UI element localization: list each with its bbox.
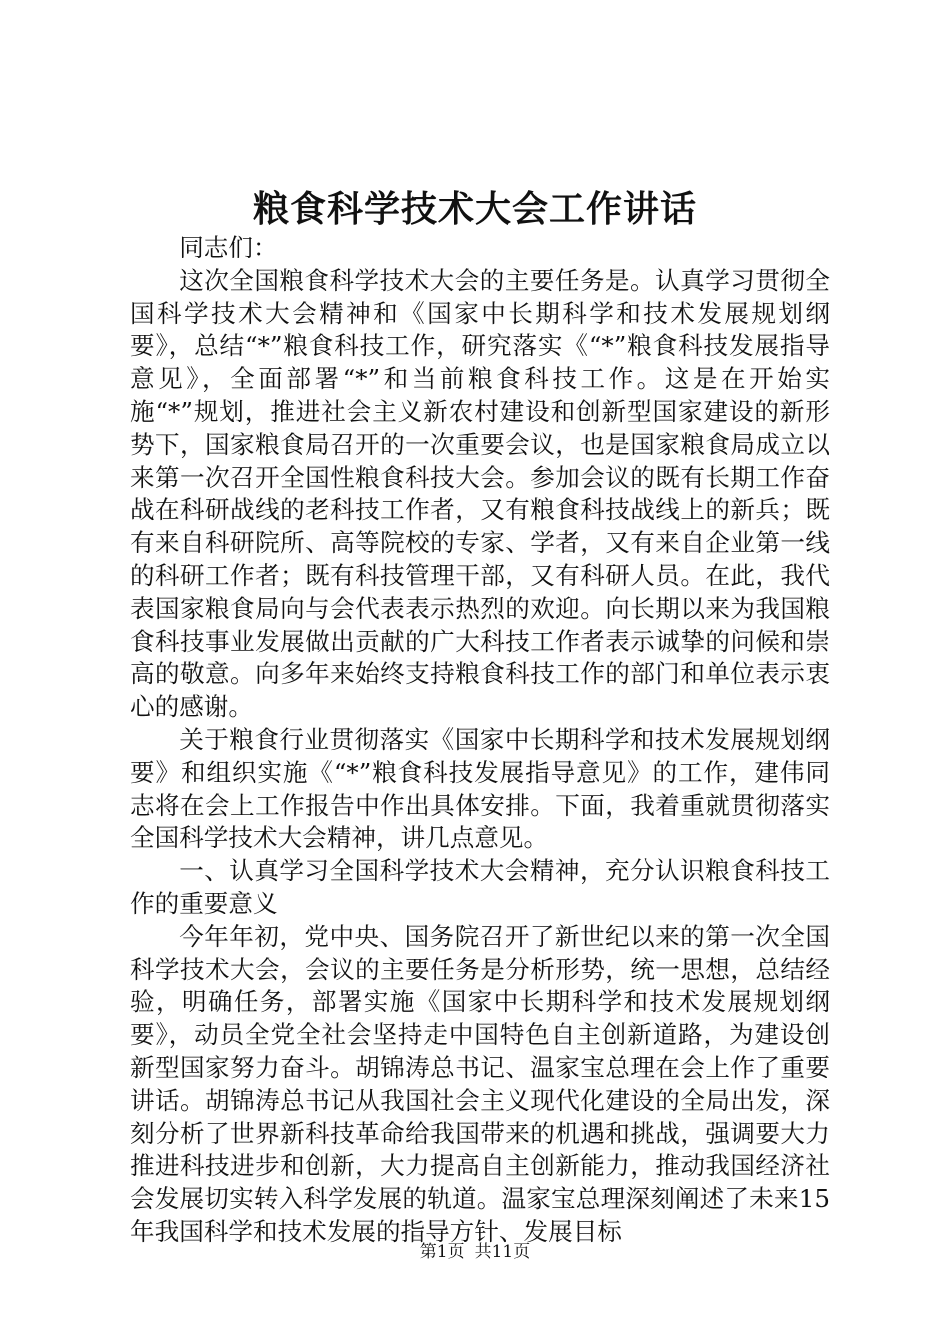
page-footer (0, 1240, 950, 1264)
document-body (130, 232, 830, 1249)
paragraph: 这次全国粮食科学技术大会的主要任务是。认真学习贯彻全国科学技术大会精神和《国家中长期科学和技术发展规划纲要》，总结“*”粮食科技工作，研究落实《“*”粮食科技发展指导意见》，全面部署“*”和当前粮食科技工作。这是在开始实施“*”规划，推进社会主义新农村建设和创新型国家建设的新形势下，国家粮食局召开的一次重要会议，也是国家粮食局成立以来第一次召开全国性粮食科技大会。参加会议的既有长期工作奋战在科研战线的老科技工作者，又有粮食科技战线上的新兵；既有来自科研院所、高等院校的专家、学者，又有来自企业第一线的科研工作者；既有科技管理干部，又有科研人员。在此，我代表国家粮食局向与会代表表示热烈的欢迎。向长期以来为我国粮食科技事业发展做出贡献的广大科技工作者表示诚挚的问候和崇高的敬意。向多年来始终支持粮食科技工作的部门和单位表示衷心的感谢。 (130, 265, 830, 722)
paragraph: 今年年初，党中央、国务院召开了新世纪以来的第一次全国科学技术大会，会议的主要任务是分析形势，统一思想，总结经验，明确任务，部署实施《国家中长期科学和技术发展规划纲要》，动员全党全社会坚持走中国特色自主创新道路，为建设创新型国家努力奋斗。胡锦涛总书记、温家宝总理在会上作了重要讲话。胡锦涛总书记从我国社会主义现代化建设的全局出发，深刻分析了世界新科技革命给我国带来的机遇和挑战，强调要大力推进科技进步和创新，大力提高自主创新能力，推动我国经济社会发展切实转入科学发展的轨道。温家宝总理深刻阐述了未来15年我国科学和技术发展的指导方针、发展目标 (130, 921, 830, 1246)
salutation: 同志们： (179, 233, 278, 262)
paragraph: 关于粮食行业贯彻落实《国家中长期科学和技术发展规划纲要》和组织实施《“*”粮食科技发展指导意见》的工作，建伟同志将在会上工作报告中作出具体安排。下面，我着重就贯彻落实全国科学技术大会精神，讲几点意见。 (130, 724, 830, 853)
section-heading: 一、认真学习全国科学技术大会精神，充分认识粮食科技工作的重要意义 (130, 856, 830, 918)
page-total: 共11页 (474, 1242, 531, 1262)
page-title: 粮食科学技术大会工作讲话 (252, 189, 697, 230)
page-number: 第1页 (419, 1242, 465, 1262)
